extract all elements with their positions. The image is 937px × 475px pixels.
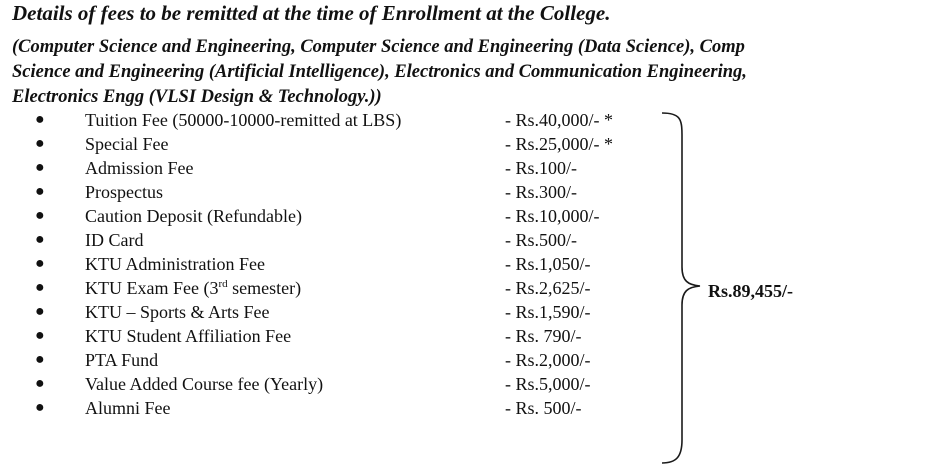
page-heading: Details of fees to be remitted at the time of Enrollment at the College.	[12, 1, 611, 25]
fee-label: KTU Exam Fee (3rd semester)	[85, 278, 302, 298]
fee-amount: - Rs.300/-	[505, 182, 577, 202]
fee-label: KTU Student Affiliation Fee	[85, 326, 292, 346]
fee-label: Value Added Course fee (Yearly)	[85, 374, 324, 394]
bullet-icon: ●	[35, 303, 45, 320]
bullet-icon: ●	[35, 135, 45, 152]
fee-row-caution-deposit	[0, 204, 700, 228]
programs-list	[12, 35, 937, 110]
bullet-icon: ●	[35, 399, 45, 416]
bullet-icon: ●	[35, 231, 45, 248]
fee-row-id-card	[0, 228, 700, 252]
fee-amount: - Rs.1,050/-	[505, 254, 591, 274]
fee-amount: - Rs.5,000/-	[505, 374, 591, 394]
fee-row-ktu-affiliation	[0, 324, 700, 348]
bullet-icon: ●	[35, 183, 45, 200]
bullet-icon: ●	[35, 279, 45, 296]
bullet-icon: ●	[35, 375, 45, 392]
fee-amount: - Rs.10,000/-	[505, 206, 600, 226]
programs-line-3: Electronics Engg (VLSI Design & Technology.))	[12, 87, 382, 107]
fee-amount: - Rs. 790/-	[505, 326, 582, 346]
bullet-icon: ●	[35, 159, 45, 176]
fee-label: Alumni Fee	[85, 398, 171, 418]
fee-row-prospectus	[0, 180, 700, 204]
fee-row-ktu-sports-arts	[0, 300, 700, 324]
fee-row-ktu-exam	[0, 276, 700, 300]
fee-amount: - Rs.2,000/-	[505, 350, 591, 370]
bullet-icon: ●	[35, 327, 45, 344]
fee-label: KTU Administration Fee	[85, 254, 265, 274]
fee-label: Caution Deposit (Refundable)	[85, 206, 302, 226]
bullet-icon: ●	[35, 111, 45, 128]
fee-row-admission	[0, 156, 700, 180]
bullet-icon: ●	[35, 255, 45, 272]
fee-label: Prospectus	[85, 182, 163, 202]
bullet-icon: ●	[35, 351, 45, 368]
fee-label: KTU – Sports & Arts Fee	[85, 302, 270, 322]
fee-row-tuition	[0, 108, 700, 132]
fee-label: ID Card	[85, 230, 144, 250]
programs-line-2: Science and Engineering (Artificial Intelligence), Electronics and Communication Engineering,	[12, 62, 747, 82]
fee-amount: - Rs.1,590/-	[505, 302, 591, 322]
fee-amount: - Rs. 500/-	[505, 398, 582, 418]
fee-amount: - Rs.40,000/- *	[505, 110, 613, 130]
fee-amount: - Rs.100/-	[505, 158, 577, 178]
fee-label: Special Fee	[85, 134, 169, 154]
right-brace-icon	[660, 85, 720, 467]
fee-row-value-added-course	[0, 372, 700, 396]
fee-row-ktu-administration	[0, 252, 700, 276]
fee-row-alumni	[0, 396, 700, 420]
fee-amount: - Rs.500/-	[505, 230, 577, 250]
bullet-icon: ●	[35, 207, 45, 224]
fee-row-pta-fund	[0, 348, 700, 372]
fee-amount: - Rs.25,000/- *	[505, 134, 613, 154]
fee-row-special	[0, 132, 700, 156]
fee-amount: - Rs.2,625/-	[505, 278, 591, 298]
fee-label: Admission Fee	[85, 158, 194, 178]
fee-label: PTA Fund	[85, 350, 159, 370]
programs-line-1: (Computer Science and Engineering, Computer Science and Engineering (Data Science), Comp	[12, 37, 745, 57]
fee-label: Tuition Fee (50000-10000-remitted at LBS)	[85, 110, 402, 130]
total-amount: Rs.89,455/-	[708, 281, 793, 301]
